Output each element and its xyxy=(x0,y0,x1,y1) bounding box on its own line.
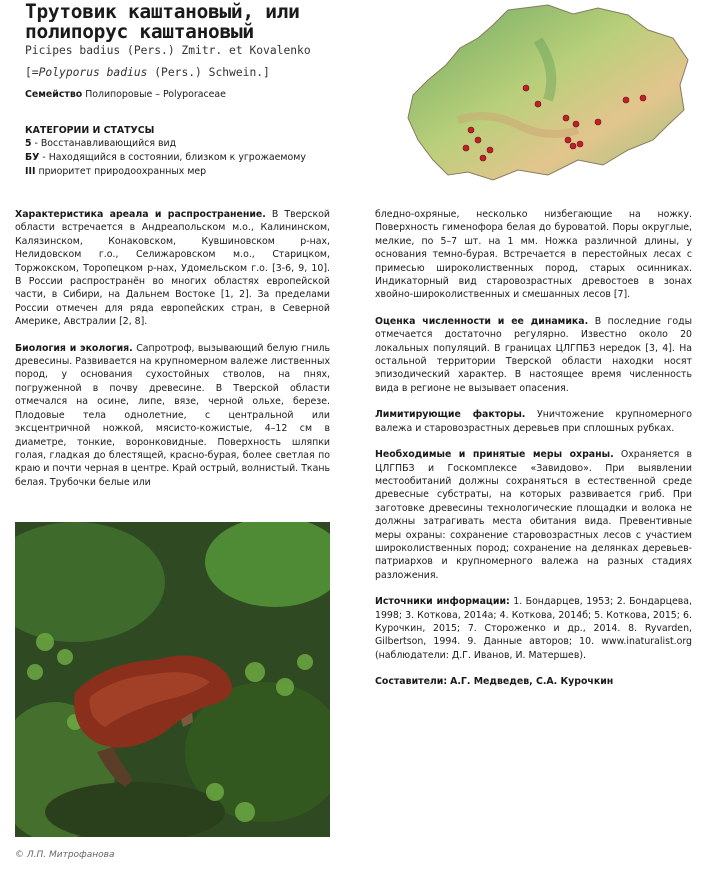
map-dot xyxy=(570,143,576,149)
map-dot xyxy=(595,119,601,125)
family-line: Семейство Полипоровые – Polyporaceae xyxy=(25,89,226,100)
distribution-map xyxy=(398,0,698,195)
map-dot xyxy=(623,97,629,103)
map-dot xyxy=(535,101,541,107)
map-dot xyxy=(463,145,469,151)
map-dot xyxy=(565,137,571,143)
section-authors: Составители: А.Г. Медведев, С.А. Курочкин xyxy=(375,676,614,688)
map-dot xyxy=(475,137,481,143)
section-limiting: Лимитирующие факторы. Уничтожение крупномерного валежа и старовозрастных деревьев при сплошных рубках. xyxy=(375,409,692,434)
map-dot xyxy=(577,141,583,147)
map-dot xyxy=(563,115,569,121)
category-item: БУ - Находящийся в состоянии, близком к угрожаемому xyxy=(25,152,306,163)
section-abundance: Оценка численности и ее динамика. В последние годы отмечается достаточно регулярно. Известно около 20 локальных популяций. В границах ЦЛГПБЗ нередок [3, 4]. На остальной территории Тверской области находки носят эпизодический характер. В настоящее время численность вида в регионе не вызывает опасения. xyxy=(375,315,692,394)
map-dot xyxy=(640,95,646,101)
map-dot xyxy=(487,147,493,153)
mushroom-photo xyxy=(15,522,330,837)
category-item: 5 - Восстанавливающийся вид xyxy=(25,138,177,149)
map-dot xyxy=(480,155,486,161)
section-protection: Необходимые и принятые меры охраны. Охраняется в ЦЛГПБЗ и Госкомплексе «Завидово». При выявлении местообитаний должны сохраняться в естественной среде древесные субстраты, на которых развивается гриб. При заготовке древесины технологические площадки и волока не должны затрагивать места обитания вида. Превентивные меры охраны: сохранение старовозрастных лесов с участием широколиственных пород; сохранение на делянках деревьев-патриархов и крупномерного валежа на разных стадиях разложения. xyxy=(375,449,693,581)
right-column xyxy=(375,208,692,702)
map-dot xyxy=(523,85,529,91)
latin-name: Picipes badius (Pers.) Zmitr. et Kovalenko xyxy=(25,44,311,57)
map-dot xyxy=(573,121,579,127)
page-title: Трутовик каштановый, или полипорус каштановый xyxy=(25,0,300,43)
section-sources: Источники информации: 1. Бондарцев, 1953; 2. Бондарцева, 1998; 3. Коткова, 2014а; 4. Коткова, 2014б; 5. Коткова, 2015; 6. Курочкин, 2015; 7. Стороженко и др., 2014. 8. Ryvarden, Gilbertson, 1994. 9. Данные авторов; 10. www.inaturalist.org (наблюдатели: Д.Г. Иванов, И. Матершев). xyxy=(375,596,692,661)
photo-credit: © Л.П. Митрофанова xyxy=(15,850,115,860)
section-area: Характеристика ареала и распространение. В Тверской области встречается в Андреапольском м.о., Калининском, Калязинском, Конаковском, Кувшиновском р-нах, Нелидовском г.о., Селижаровском м.о., Старицком, Торжокском, Торопецком р-нах, Удомельском г.о. [3-6, 9, 10]. В России распространён во многих областях европейской части, в Сибири, на Дальнем Востоке [1, 2]. За пределами России отмечен для ряда европейских стран, в Северной Америке, Австралии [2, 8]. xyxy=(15,209,330,328)
synonym: [=Polyporus badius (Pers.) Schwein.] xyxy=(25,66,270,79)
section-biology: Биология и экология. Сапротроф, вызывающий белую гниль древесины. Развивается на крупномерном валеже лиственных пород, у основания сухостойных стволов, на пнях, погруженной в почву древесине. В Тверской области отмечался на осине, липе, вязе, черной ольхе, березе. Плодовые тела однолетние, с центральной или эксцентричной ножкой, мясисто-кожистые, 4–12 см в диаметре, тонкие, воронковидные. Поверхность шляпки голая, гладкая до блестящей, красно-бурая, более светлая по краю и почти черная в центре. Край острый, волнистый. Ткань белая. Трубочки белые или xyxy=(15,342,330,488)
map-dot xyxy=(468,127,474,133)
categories-heading: КАТЕГОРИИ И СТАТУСЫ xyxy=(25,125,155,136)
section-biology-cont: бледно-охряные, несколько низбегающие на ножку. Поверхность гименофора белая до буроватой. Поры округлые, мелкие, по 5–7 шт. на 1 мм. Ножка различной длины, у основания темно-бурая. Встречается в перестойных лесах с примесью широколиственных пород, старых осинниках. Индикаторный вид старовозрастных древостоев в зонах хвойно-широколиственных и смешанных лесов [7]. xyxy=(375,209,692,301)
category-item: III приоритет природоохранных мер xyxy=(25,166,207,177)
left-column xyxy=(15,208,330,502)
